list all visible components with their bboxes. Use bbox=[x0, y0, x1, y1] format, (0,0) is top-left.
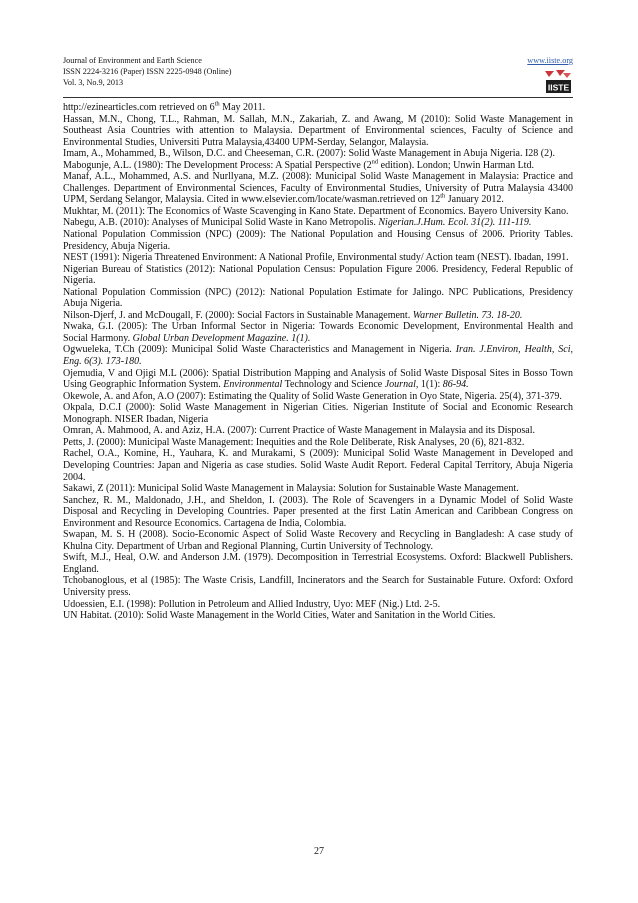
reference-entry bbox=[63, 252, 573, 264]
reference-italic-text: Nigerian.J.Hum. Ecol. 31(2). 111-119. bbox=[378, 217, 532, 229]
reference-text: Nwaka, G.I. (2005): The Urban Informal Sector in Nigeria: Towards Economic Development, Environmental Health and Social Harmony. bbox=[63, 321, 573, 344]
reference-italic-text: Journal, bbox=[384, 379, 419, 391]
reference-entry bbox=[63, 264, 573, 287]
reference-entry bbox=[63, 599, 573, 611]
reference-text: Okewole, A. and Afon, A.O (2007): Estimating the Quality of Solid Waste Generation in Oyo State, Nigeria. 25(4), 371-379. bbox=[63, 390, 562, 402]
reference-text: National Population Commission (NPC) (2009): The National Population and Housing Census of 2006. Priority Tables. Presidency, Abuja Nigeria. bbox=[63, 229, 573, 252]
reference-text: Mabogunje, A.L. (1980): The Development Process: A Spatial Perspective (2 bbox=[63, 159, 372, 171]
reference-entry bbox=[63, 217, 573, 229]
reference-entry bbox=[63, 148, 573, 160]
reference-entry bbox=[63, 102, 573, 114]
reference-entry bbox=[63, 310, 573, 322]
reference-entry bbox=[63, 575, 573, 598]
reference-text: Okpala, D.C.I (2000): Solid Waste Management in Nigerian Cities. Nigerian Institute of Social and Economic Research Monograph. NISER Ibadan, Nigeria bbox=[63, 402, 573, 425]
reference-italic-text: 86-94. bbox=[442, 379, 469, 391]
reference-text: Sakawi, Z (2011): Municipal Solid Waste Management in Malaysia: Solution for Sustainable Waste Management. bbox=[63, 483, 519, 495]
reference-text: Petts, J. (2000): Municipal Waste Management: Inequities and the Role Deliberate, Risk Analyses, 20 (6), 821-832. bbox=[63, 436, 525, 448]
reference-text: Technology and Science bbox=[282, 379, 385, 391]
reference-entry bbox=[63, 425, 573, 437]
reference-italic-text: Warner Bulletin. 73. 18-20. bbox=[412, 309, 523, 321]
journal-url-link[interactable]: www.iiste.org bbox=[527, 56, 573, 65]
reference-entry bbox=[63, 529, 573, 552]
reference-text: National Population Commission (NPC) (2012): National Population Estimate for Jalingo. NPC Publications, Presidency Abuja Nigeria. bbox=[63, 286, 573, 310]
reference-entry bbox=[63, 495, 573, 530]
svg-text:IISTE: IISTE bbox=[547, 82, 570, 93]
reference-entry bbox=[63, 402, 573, 425]
reference-text: Tchobanoglous, et al (1985): The Waste Crisis, Landfill, Incinerators and the Search for Sustainable Future. Oxford: Oxford University press. bbox=[63, 575, 573, 598]
iiste-logo bbox=[543, 69, 573, 95]
reference-italic-text: Iran. J.Environ, Health, Sci, Eng. 6(3). 173-180. bbox=[63, 344, 573, 368]
reference-entry bbox=[63, 437, 573, 449]
journal-name: Journal of Environment and Earth Science bbox=[63, 56, 202, 65]
reference-text: edition). London; Unwin Harman Ltd. bbox=[378, 159, 534, 171]
reference-entry bbox=[63, 552, 573, 575]
reference-entry bbox=[63, 610, 573, 622]
reference-text: January 2012. bbox=[445, 194, 504, 206]
reference-entry bbox=[63, 321, 573, 344]
page-header bbox=[63, 56, 573, 96]
issn-line: ISSN 2224-3216 (Paper) ISSN 2225-0948 (Online) bbox=[63, 66, 232, 76]
reference-text: Rachel, O.A., Komine, H., Yauhara, K. and Murakami, S (2009): Municipal Solid Waste Management in Developed and Developing Countries: Japan and Nigeria as case studies. Solid Waste Audit Report. Federal Capital Territory, Abuja Nigeria 2004. bbox=[63, 448, 573, 483]
reference-text: http://ezinearticles.com retrieved on 6 bbox=[63, 102, 215, 113]
reference-text: Ogwueleka, T.Ch (2009): Municipal Solid Waste Characteristics and Management in Nigeria. bbox=[63, 344, 456, 356]
reference-text: May 2011. bbox=[219, 102, 266, 113]
reference-entry bbox=[63, 206, 573, 218]
reference-entry bbox=[63, 483, 573, 495]
reference-list bbox=[63, 102, 573, 622]
reference-entry bbox=[63, 171, 573, 206]
reference-text: Nigerian Bureau of Statistics (2012): National Population Census: Population Figure 2006. Presidency, Federal Republic of Nigeria. bbox=[63, 263, 573, 287]
reference-text: Nilson-Djerf, J. and McDougall, F. (2000): Social Factors in Sustainable Management. bbox=[63, 309, 413, 321]
reference-entry bbox=[63, 448, 573, 483]
reference-entry bbox=[63, 160, 573, 172]
reference-text: Manaf, A.L., Mohammed, A.S. and Nurllyana, M.Z. (2008): Municipal Solid Waste Management in Malaysia: Practice and Challenges. Department of Environmental Sciences, Faculty of Environmental Studies, University of Putra Malaysia 43400 UPM, Serdang Selangor, Malaysia. Cited in www.elsevier.com/locate/wasman.retrieved on 12 bbox=[63, 171, 573, 206]
reference-entry bbox=[63, 114, 573, 149]
page-number: 27 bbox=[314, 846, 324, 857]
reference-italic-text: Global Urban Development Magazine. 1(1). bbox=[132, 332, 311, 344]
reference-italic-text: Environmental bbox=[223, 379, 283, 391]
reference-text: Omran, A. Mahmood, A. and Aziz, H.A. (2007): Current Practice of Waste Management in Malaysia and its Disposal. bbox=[63, 425, 535, 437]
volume-line: Vol. 3, No.9, 2013 bbox=[63, 77, 124, 87]
header-divider bbox=[63, 97, 573, 98]
ordinal-superscript: nd bbox=[371, 158, 379, 166]
reference-text: Udoessien, E.I. (1998): Pollution in Petroleum and Allied Industry, Uyo: MEF (Nig.) Ltd. 2-5. bbox=[63, 598, 441, 610]
reference-text: Nabegu, A.B. (2010): Analyses of Municipal Solid Waste in Kano Metropolis. bbox=[63, 217, 379, 229]
ordinal-superscript: th bbox=[440, 193, 446, 201]
ordinal-superscript: th bbox=[214, 100, 220, 108]
reference-text: Imam, A., Mohammed, B., Wilson, D.C. and Cheeseman, C.R. (2007): Solid Waste Management in Abuja Nigeria. I28 (2). bbox=[63, 148, 555, 160]
reference-text: Swift, M.J., Heal, O.W. and Anderson J.M. (1979). Decomposition in Terrestrial Ecosystems. Oxford: Blackwell Publishers. England. bbox=[63, 552, 573, 575]
reference-entry bbox=[63, 287, 573, 310]
reference-text: Sanchez, R. M., Maldonado, J.H., and Sheldon, I. (2003). The Role of Scavengers in a Dynamic Model of Solid Waste Disposal and Recycling in Developing Countries. Paper presented at the first Latin American and Caribbean Congress on Environment and Resource Economics. Cartagena de India, Colombia. bbox=[63, 494, 573, 529]
reference-entry bbox=[63, 344, 573, 367]
reference-text: Ojemudia, V and Ojigi M.L (2006): Spatial Distribution Mapping and Analysis of Solid Waste Disposal Sites in Bosso Town Using Geographic Information System. bbox=[63, 367, 573, 391]
reference-entry bbox=[63, 229, 573, 252]
reference-text: 1(1): bbox=[418, 379, 443, 391]
reference-text: Mukhtar, M. (2011): The Economics of Waste Scavenging in Kano State. Department of Economics. Bayero University Kano. bbox=[63, 205, 569, 217]
reference-text: Hassan, M.N., Chong, T.L., Rahman, M. Sallah, M.N., Zakariah, Z. and Awang, M (2010): Solid Waste Management in Southeast Asia Countries with attention to Malaysia. Department of Environmental sciences, Faculty of Science and Environmental Studies, Universiti Putra Malaysia,43400 UPM-Serday, Selangor, Malaysia. bbox=[63, 113, 573, 148]
reference-text: NEST (1991): Nigeria Threatened Environment: A National Profile, Environmental study/ Action team (NEST). Ibadan, 1991. bbox=[63, 252, 569, 264]
reference-text: UN Habitat. (2010): Solid Waste Management in the World Cities, Water and Sanitation in the World Cities. bbox=[63, 610, 496, 622]
reference-entry bbox=[63, 368, 573, 391]
reference-text: Swapan, M. S. H (2008). Socio-Economic Aspect of Solid Waste Recovery and Recycling in Bangladesh: A case study of Khulna City. Department of Urban and Regional Planning, Curtin University of Technology. bbox=[63, 529, 573, 552]
reference-entry bbox=[63, 391, 573, 403]
